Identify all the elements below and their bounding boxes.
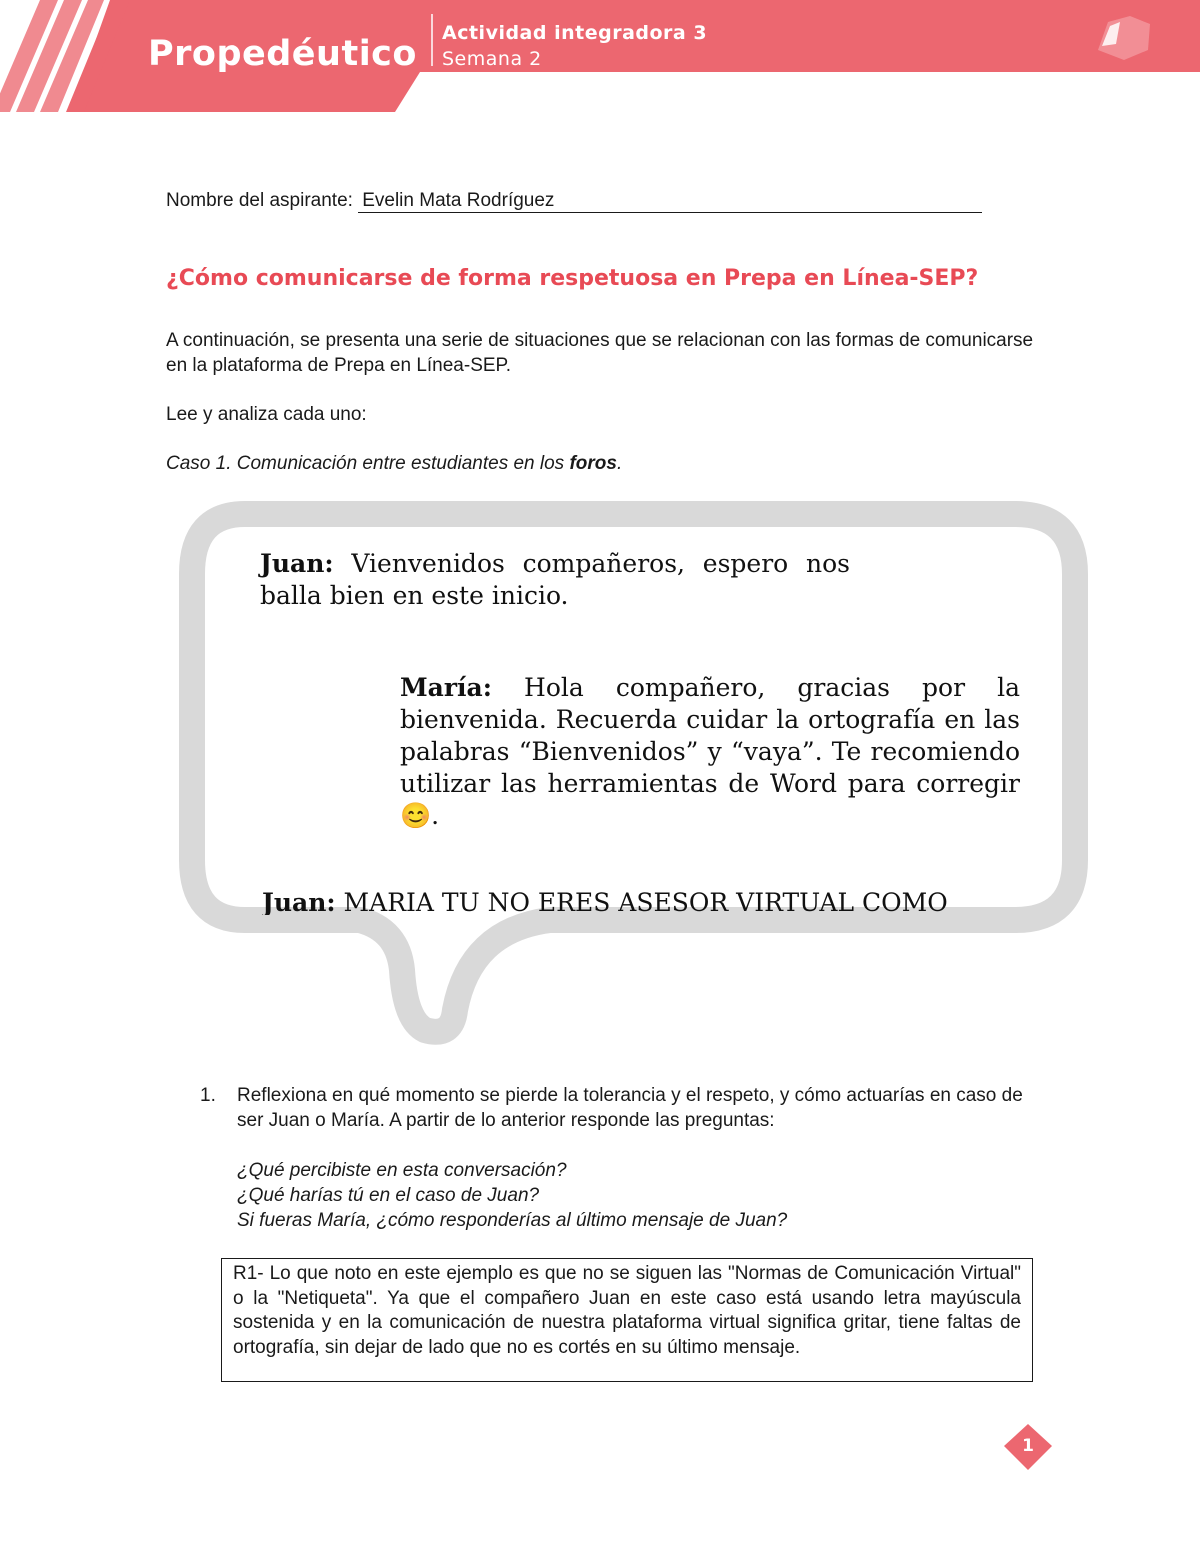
- speaker-juan-1: Juan:: [260, 549, 334, 578]
- applicant-name-field: [166, 190, 982, 213]
- applicant-name-label: Nombre del aspirante:: [166, 190, 359, 211]
- activity-title: Actividad integradora 3: [442, 22, 708, 44]
- case-1-prefix: Caso 1. Comunicación entre estudiantes en los: [166, 453, 570, 474]
- page-title: ¿Cómo comunicarse de forma respetuosa en Prepa en Línea-SEP?: [166, 266, 979, 291]
- message-maria: Hola compañero, gracias por la bienvenida. Recuerda cuidar la ortografía en las palabras “Bienvenidos” y “vaya”. Te recomiendo utilizar las herramientas de Word para corregir 😊.: [400, 673, 1020, 830]
- question-item: Si fueras María, ¿cómo responderías al último mensaje de Juan?: [237, 1210, 788, 1231]
- dialogue-maria: [400, 672, 1020, 832]
- header-banner: [0, 0, 1200, 112]
- dialogue-juan-2: [262, 887, 1022, 915]
- message-juan-1: Vienvenidos compañeros, espero nos balla bien en este inicio.: [260, 549, 850, 610]
- brand-title: Propedéutico: [148, 34, 417, 74]
- question-list: [237, 1158, 787, 1233]
- page-number-badge: [1004, 1424, 1052, 1472]
- prepa-en-linea-logo: [1090, 10, 1160, 66]
- message-juan-2: MARIA TU NO ERES ASESOR VIRTUAL COMO: [335, 888, 948, 915]
- question-item: ¿Qué percibiste en esta conversación?: [237, 1160, 567, 1181]
- activity-week: Semana 2: [442, 48, 542, 70]
- case-1-heading: [166, 451, 622, 476]
- question-text: Reflexiona en qué momento se pierde la tolerancia y el respeto, y cómo actuarías en caso de ser Juan o María. A partir de lo anterior responde las preguntas:: [237, 1085, 1023, 1131]
- answer-box[interactable]: R1- Lo que noto en este ejemplo es que no se siguen las "Normas de Comunicación Virtual" o la "Netiqueta". Ya que el compañero Juan en este caso está usando letra mayúscula sostenida y en la comunicación de nuestra plataforma virtual significa gritar, tiene faltas de ortografía, sin dejar de lado que no es cortés en su último mensaje.: [221, 1258, 1033, 1382]
- dialogue-juan-1: [260, 548, 850, 612]
- case-1-bold: foros: [569, 453, 617, 474]
- intro-paragraph: A continuación, se presenta una serie de situaciones que se relacionan con las formas de comunicarse en la plataforma de Prepa en Línea-SEP.: [166, 330, 1034, 376]
- page-number: 1: [1022, 1436, 1034, 1456]
- lead-paragraph: Lee y analiza cada uno:: [166, 404, 367, 425]
- case-1-suffix: .: [616, 453, 623, 474]
- applicant-name-value: Evelin Mata Rodríguez: [358, 190, 982, 213]
- speaker-juan-2: Juan:: [262, 888, 336, 915]
- speaker-maria: María:: [400, 673, 492, 702]
- question-item: ¿Qué harías tú en el caso de Juan?: [237, 1185, 540, 1206]
- question-number: 1.: [200, 1085, 216, 1106]
